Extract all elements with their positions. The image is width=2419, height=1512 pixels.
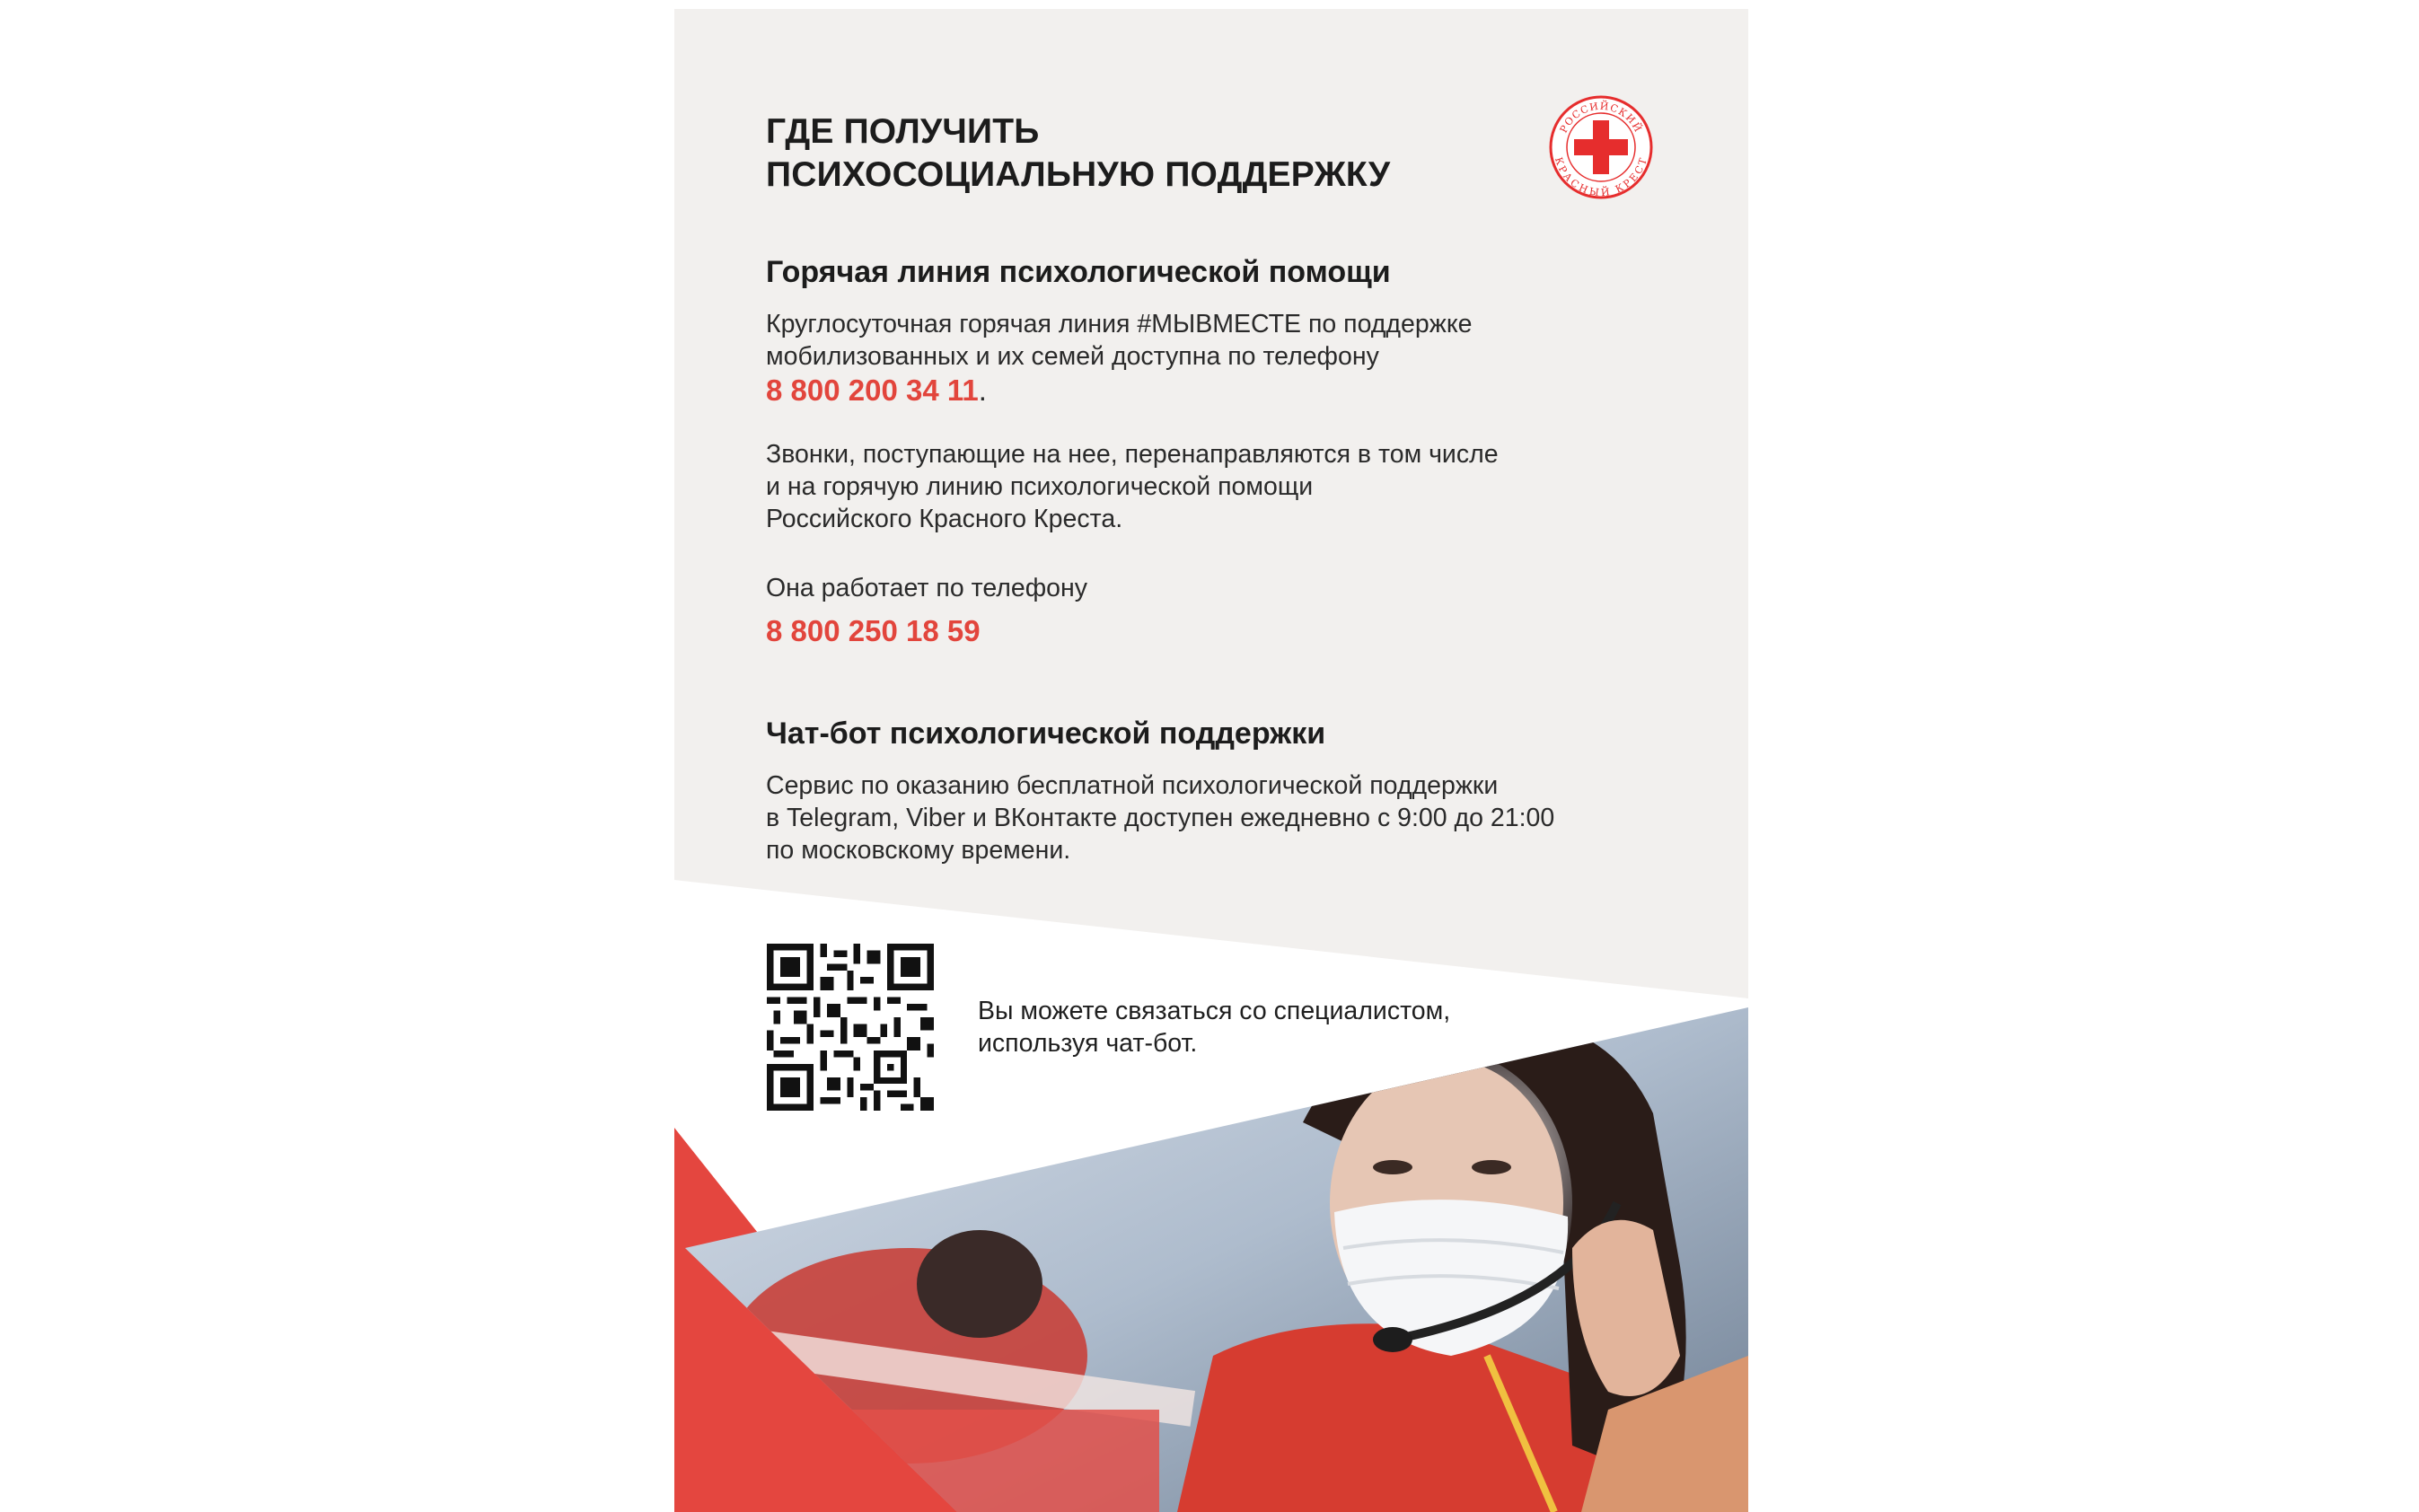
qr-caption-line: используя чат-бот. bbox=[978, 1029, 1198, 1058]
hotline-phone-1[interactable] bbox=[766, 373, 987, 409]
paragraph-line: Сервис по оказанию бесплатной психологической поддержки bbox=[766, 771, 1499, 800]
paragraph-line: в Telegram, Viber и ВКонтакте доступен ежедневно с 9:00 до 21:00 bbox=[766, 804, 1555, 832]
page-title-line: ПСИХОСОЦИАЛЬНУЮ ПОДДЕРЖКУ bbox=[766, 155, 1391, 194]
hotline-heading: Горячая линия психологической помощи bbox=[766, 255, 1391, 289]
logo-text-top: РОССИЙСКИЙ bbox=[1557, 100, 1645, 136]
page-title bbox=[766, 110, 1484, 197]
hotline-paragraph-2 bbox=[766, 438, 1499, 535]
phone-number[interactable]: 8 800 200 34 11 bbox=[766, 374, 979, 407]
phone-suffix: . bbox=[978, 374, 987, 407]
hotline-phone-2[interactable]: 8 800 250 18 59 bbox=[766, 614, 981, 647]
qr-caption bbox=[978, 995, 1450, 1059]
paragraph-line: мобилизованных и их семей доступна по телефону bbox=[766, 342, 1379, 371]
red-cross-logo bbox=[1547, 93, 1655, 201]
poster bbox=[674, 9, 1748, 1512]
paragraph-line: Звонки, поступающие на нее, перенаправляются в том числе bbox=[766, 440, 1499, 469]
paragraph-line: по московскому времени. bbox=[766, 836, 1071, 865]
poster-background bbox=[674, 9, 1748, 1512]
chatbot-paragraph bbox=[766, 769, 1554, 866]
chatbot-heading: Чат-бот психологической поддержки bbox=[766, 716, 1326, 751]
paragraph-line: Она работает по телефону bbox=[766, 574, 1087, 602]
hotline-paragraph-1 bbox=[766, 308, 1472, 373]
logo-text-bottom: КРАСНЫЙ КРЕСТ bbox=[1552, 155, 1650, 199]
paragraph-line: Круглосуточная горячая линия #МЫВМЕСТЕ по поддержке bbox=[766, 310, 1473, 338]
qr-code-icon[interactable] bbox=[767, 944, 934, 1111]
hotline-paragraph-3 bbox=[766, 572, 1087, 604]
paragraph-line: Российского Красного Креста. bbox=[766, 505, 1123, 533]
qr-caption-line: Вы можете связаться со специалистом, bbox=[978, 997, 1451, 1025]
page-title-line: ГДЕ ПОЛУЧИТЬ bbox=[766, 112, 1040, 151]
paragraph-line: и на горячую линию психологической помощи bbox=[766, 472, 1314, 501]
